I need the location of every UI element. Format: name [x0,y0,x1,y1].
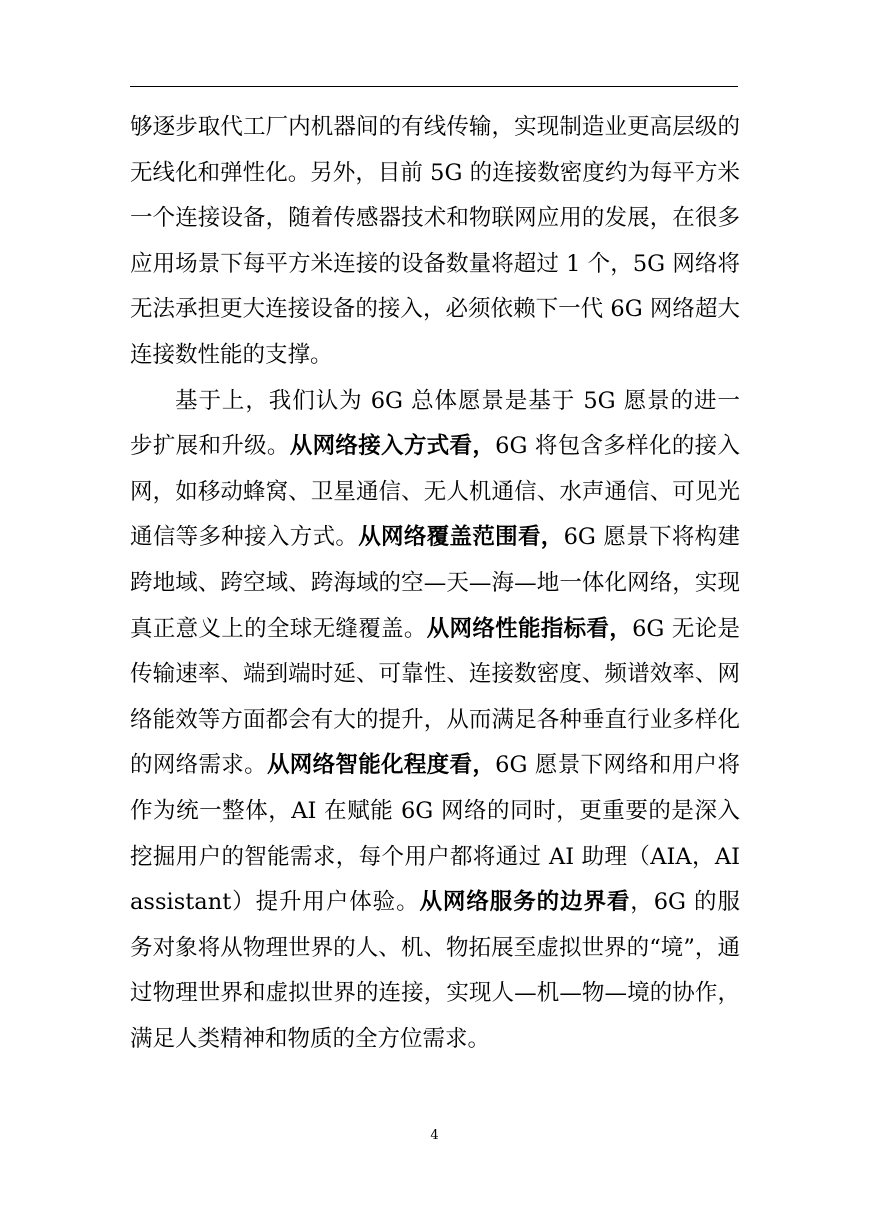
text-run: 6G 愿景下网络和用户将作为统一整体，AI 在赋能 6G 网络的同时，更重要的是深入挖掘用户的智能需求，每个用户都将通过 AI 助理（AIA，AI assistant）提升用户体验。 [130,752,740,916]
bold-heading-run: 从网络性能指标看， [426,615,633,642]
bold-heading-run: 从网络智能化程度看， [266,752,496,779]
page-number: 4 [430,1128,439,1143]
text-run: ，6G 的服务对象将从物理世界的人、机、物拓展至虚拟世界的“境”，通过物理世界和虚拟世界的连接，实现人—机—物—境的协作，满足人类精神和物质的全方位需求。 [130,889,740,1052]
bold-heading-run: 从网络覆盖范围看， [358,524,564,551]
text-run: 6G 无论是传输速率、端到端时延、可靠性、连接数密度、频谱效率、网络能效等方面都会有大的提升，从而满足各种垂直行业多样化的网络需求。 [130,615,740,779]
bold-heading-run: 从网络接入方式看， [289,433,496,460]
text-run: 6G 将包含多样化的接入网，如移动蜂窝、卫星通信、无人机通信、水声通信、可见光通信等多种接入方式。 [130,433,740,551]
text-run: 基于上，我们认为 6G 总体愿景是基于 5G 愿景的进一步扩展和升级。 [130,387,740,460]
text-run: 够逐步取代工厂内机器间的有线传输，实现制造业更高层级的无线化和弹性化。另外，目前 5G 的连接数密度约为每平方米一个连接设备，随着传感器技术和物联网应用的发展，在很多应用场景下每平方米连接的设备数量将超过 1 个，5G 网络将无法承担更大连接设备的接入，必须依赖下一代 6G 网络超大连接数性能的支撑。 [130,114,740,368]
header-rule [130,86,738,87]
paragraph-2 [130,379,740,1063]
text-run: 6G 愿景下将构建跨地域、跨空域、跨海域的空—天—海—地一体化网络，实现真正意义上的全球无缝覆盖。 [130,524,740,642]
body-text [130,105,740,1062]
paragraph-1 [130,105,740,379]
bold-heading-run: 从网络服务的边界看 [419,889,631,916]
